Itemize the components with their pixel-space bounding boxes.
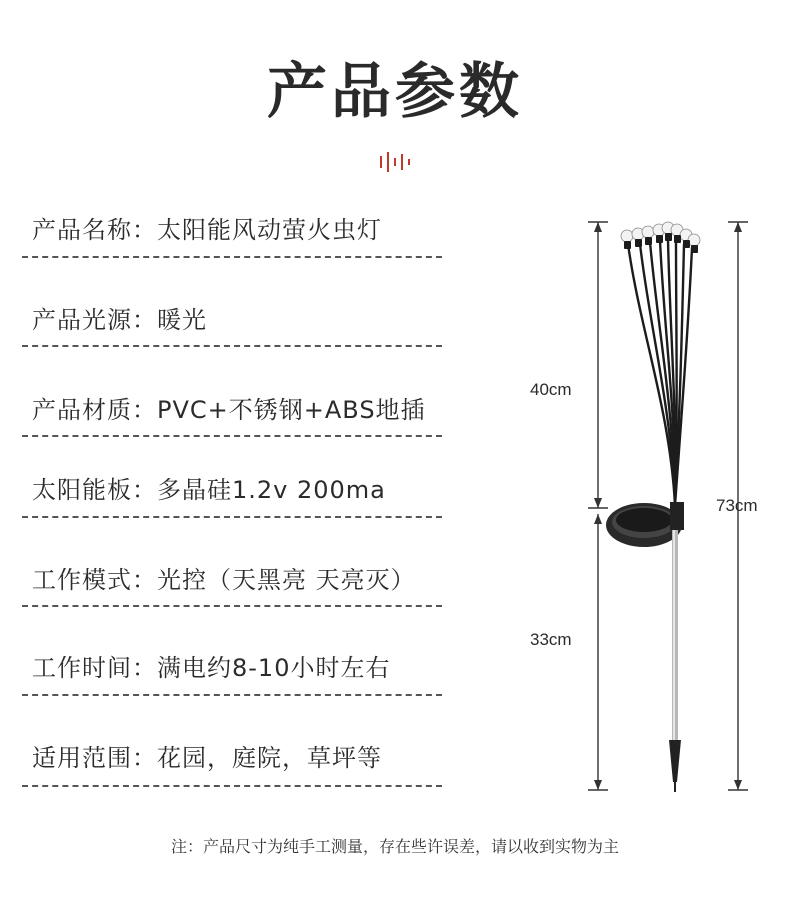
footnote: 注：产品尺寸为纯手工测量，存在些许误差，请以收到实物为主 <box>170 837 619 856</box>
lower-height-label: 33cm <box>530 630 572 649</box>
spec-text: 产品名称：太阳能风动萤火虫灯 <box>32 216 382 244</box>
spec-text: 产品光源：暖光 <box>32 306 207 334</box>
spec-divider <box>22 785 442 787</box>
spec-divider <box>22 256 442 258</box>
spec-text: 工作模式：光控（天黑亮 天亮灭） <box>32 566 416 594</box>
spec-item-light <box>22 300 452 340</box>
spec-item-name <box>22 210 452 250</box>
spec-item-usage <box>22 738 452 778</box>
spec-item-mode <box>22 560 452 600</box>
spec-item-time <box>22 648 452 688</box>
spec-divider <box>22 435 442 437</box>
upper-height-label: 40cm <box>530 380 572 399</box>
spec-item-panel <box>22 470 452 510</box>
spec-text: 太阳能板：多晶硅1.2v 200ma <box>32 476 386 504</box>
spec-divider <box>22 345 442 347</box>
spec-divider <box>22 694 442 696</box>
spec-divider <box>22 605 442 607</box>
product-diagram <box>520 210 790 810</box>
spec-text: 工作时间：满电约8-10小时左右 <box>32 654 391 682</box>
page-title: 产品参数 <box>267 57 523 127</box>
spec-text: 适用范围：花园，庭院，草坪等 <box>32 744 382 772</box>
total-height-label: 73cm <box>716 496 758 515</box>
spec-item-material <box>22 390 452 430</box>
spec-text: 产品材质：PVC+不锈钢+ABS地插 <box>32 396 426 424</box>
title-decoration-icon <box>376 150 416 174</box>
spec-divider <box>22 516 442 518</box>
